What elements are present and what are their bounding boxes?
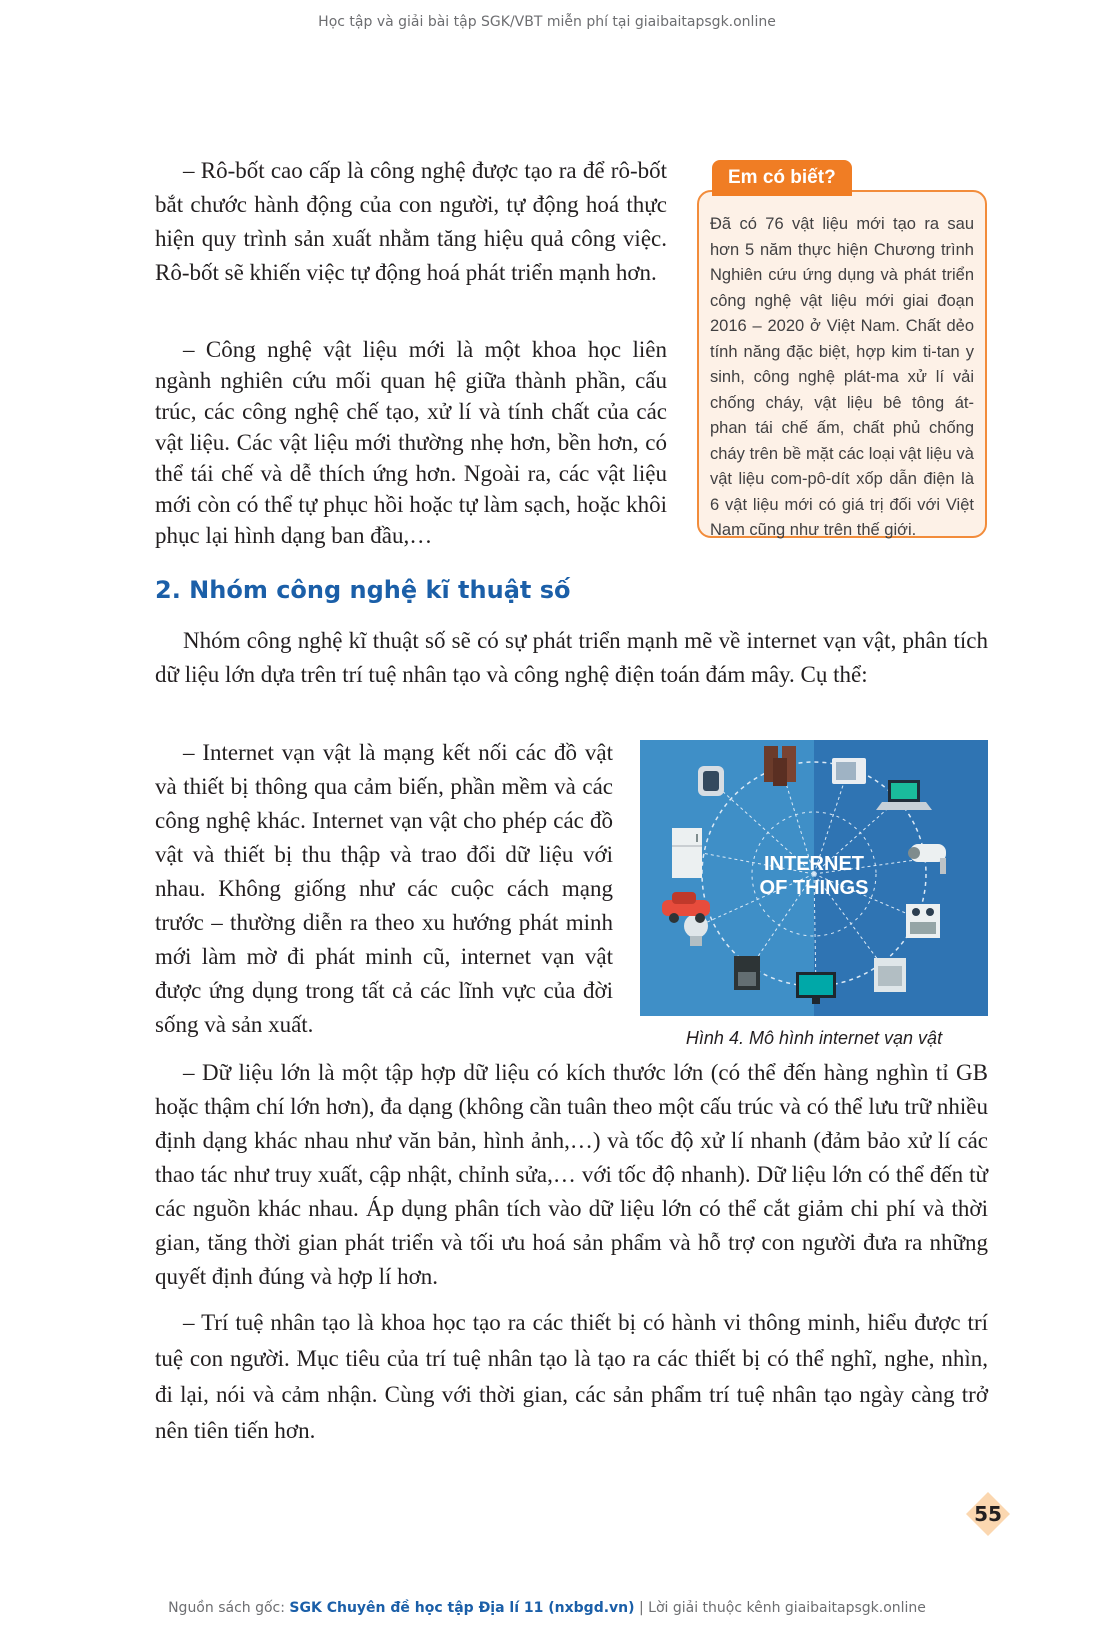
refrigerator-icon	[672, 828, 702, 878]
info-box-text: Đã có 76 vật liệu mới tạo ra sau hơn 5 năm thực hiện Chương trình Nghiên cứu ứng dụng và phát triển công nghệ vật liệu mới giai đoạn 2016 – 2020 ở Việt Nam. Chất dẻo tính năng đặc biệt, hợp kim ti-tan y sinh, công nghệ plát-ma xử lí vải chống cháy, vật liệu bê tông át-phan tái chế ấm, chất phủ chống cháy trên bề mặt các loại vật liệu và vật liệu com-pô-dít xốp dẫn điện là 6 vật liệu mới có giá trị đối với Việt Nam cũng như trên thế giới.	[710, 215, 974, 539]
iot-label-line1: INTERNET	[764, 853, 864, 875]
paragraph-ai: – Trí tuệ nhân tạo là khoa học tạo ra các thiết bị có hành vi thông minh, hiểu được trí tuệ con người. Mục tiêu của trí tuệ nhân tạo là tạo ra các thiết bị có thể nghĩ, nghe, nhìn, đi lại, nói và cảm nhận. Cùng với thời gian, các sản phẩm trí tuệ nhân tạo ngày càng trở nên tiên tiến hơn.	[155, 1310, 988, 1443]
header-note: Học tập và giải bài tập SGK/VBT miễn phí tại giaibaitapsgk.online	[318, 14, 776, 30]
paragraph-big-data: – Dữ liệu lớn là một tập hợp dữ liệu có kích thước lớn (có thể đến hàng nghìn tỉ GB hoặc thậm chí lớn hơn), đa dạng (không cần tuân theo một cấu trúc và có thể lưu trữ nhiều định dạng khác nhau như văn bản, hình ảnh,…) và tốc độ xử lí nhanh (đảm bảo xử lí các thao tác như truy xuất, cập nhật, chỉnh sửa,… với tốc độ nhanh). Dữ liệu lớn có thể đến từ các nguồn khác nhau. Áp dụng phân tích vào dữ liệu lớn có thể cắt giảm chi phí và thời gian, tăng thời gian phát triển và tối ưu hoá sản phẩm và hỗ trợ con người đưa ra những quyết định đúng và hợp lí hơn.	[155, 1060, 988, 1289]
footer-suffix: | Lời giải thuộc kênh giaibaitapsgk.online	[634, 1600, 926, 1616]
footer-source-link[interactable]: SGK Chuyên đề học tập Địa lí 11 (nxbgd.vn)	[289, 1600, 635, 1616]
paragraph-materials: – Công nghệ vật liệu mới là một khoa học liên ngành nghiên cứu mối quan hệ giữa thành phần, cấu trúc, các công nghệ chế tạo, xử lí và tính chất của các vật liệu. Các vật liệu mới thường nhẹ hơn, bền hơn, có thể tái chế và dễ thích ứng hơn. Ngoài ra, các vật liệu mới còn có thể tự phục hồi hoặc tự làm sạch, hoặc khôi phục lại hình dạng ban đầu,…	[155, 337, 667, 548]
section-title: 2. Nhóm công nghệ kĩ thuật số	[155, 576, 571, 604]
page-number: 55	[974, 1502, 1002, 1526]
dishwasher-icon	[874, 958, 906, 992]
paragraph-iot: – Internet vạn vật là mạng kết nối các đồ vật và thiết bị thông qua cảm biến, phần mềm và các công nghệ khác. Internet vạn vật cho phép các đồ vật và thiết bị thu thập và trao đổi dữ liệu với nhau. Không giống như các cuộc cách mạng trước – thường diễn ra theo xu hướng phát minh mới làm mờ đi phát minh cũ, internet vạn vật được ứng dụng trong tất cả các lĩnh vực của đời sống và sản xuất.	[155, 740, 613, 1037]
stove-icon	[906, 904, 940, 938]
iot-illustration	[640, 740, 988, 1016]
footer-prefix: Nguồn sách gốc:	[168, 1600, 290, 1616]
iot-figure	[640, 740, 988, 1016]
paragraph-robot: – Rô-bốt cao cấp là công nghệ được tạo ra để rô-bốt bắt chước hành động của con người, tự động hoá thực hiện quy trình sản xuất nhằm tăng hiệu quả công việc. Rô-bốt sẽ khiến việc tự động hoá phát triển mạnh hơn.	[155, 158, 667, 285]
smartwatch-icon	[698, 766, 724, 796]
figure-caption: Hình 4. Mô hình internet vạn vật	[685, 1028, 943, 1048]
iot-label-line2: OF THINGS	[759, 877, 869, 899]
coffee-machine-icon	[734, 956, 760, 990]
footer-note	[0, 1600, 1094, 1616]
paragraph-digital-intro: Nhóm công nghệ kĩ thuật số sẽ có sự phát triển mạnh mẽ về internet vạn vật, phân tích dữ liệu lớn dựa trên trí tuệ nhân tạo và công nghệ điện toán đám mây. Cụ thể:	[155, 628, 988, 687]
microwave-icon	[832, 758, 866, 784]
info-box-title: Em có biết?	[712, 160, 852, 196]
